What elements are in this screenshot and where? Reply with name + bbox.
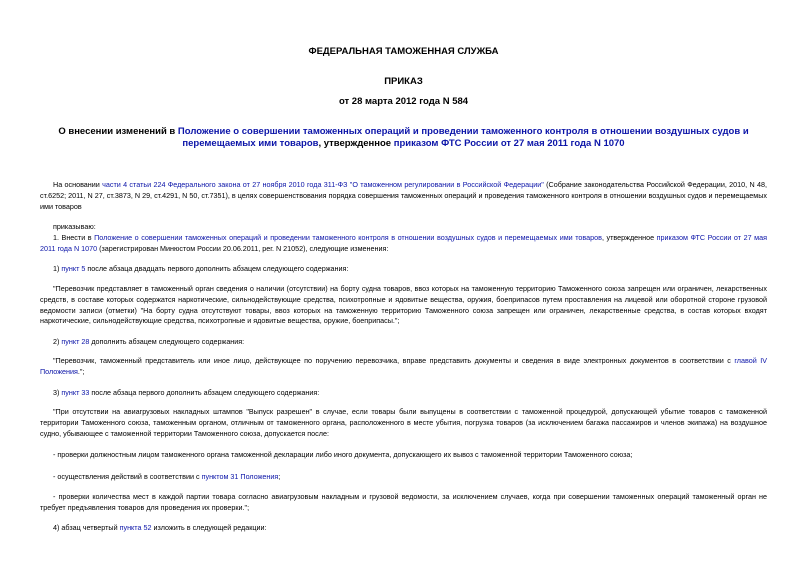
intro-paragraph <box>40 180 767 212</box>
item1-text-2: , утвержденное <box>601 233 657 242</box>
sub4-link-punkt-52[interactable]: пункта 52 <box>119 523 152 532</box>
quote-1: "Перевозчик представляет в таможенный орган сведения о наличии (отсутствии) на борту судна товаров, ввоз которых на таможенную территорию Таможенного союза запрещен или ограничен, лекарственных средств, в составе которых содержатся наркотические, сильнодействующие средства, психотропные и ядовитые вещества, оружия, боеприпасов путем проставления на лицевой или оборотной стороне грузовой ведомости записи (отметки) "На борту судна отсутствуют товары, ввоз которых на таможенную территорию Таможенного союза запрещен или ограничен, лекарственные средства, в состав которых входят наркотические, сильнодействующие средства, психотропные и ядовитые вещества, оружие, боеприпасы."; <box>40 284 767 326</box>
item1-text-1: 1. Внести в <box>53 233 95 242</box>
sub4-text-1: 4) абзац четвертый <box>53 523 120 532</box>
sub3-text-2: после абзаца первого дополнить абзацем следующего содержания: <box>89 388 320 397</box>
quote-2 <box>40 356 767 378</box>
bullet2-text-2: ; <box>278 472 281 481</box>
sub3-text-1: 3) <box>53 388 62 397</box>
sub3-link-punkt-33[interactable]: пункт 33 <box>61 388 90 397</box>
bullet2-text-1: - осуществления действий в соответствии с <box>53 472 202 481</box>
quote2-text-1: "Перевозчик, таможенный представитель или иное лицо, действующее по поручению перевозчика, вправе представить документы и сведения в виде электронных документов в соответствии с <box>53 356 735 365</box>
item1-link-regulation[interactable]: Положение о совершении таможенных операций и проведении таможенного контроля в отношении воздушных судов и перемещаемых ими товаров <box>94 233 602 242</box>
quote-3: "При отсутствии на авиагрузовых накладных штампов "Выпуск разрешен" в случае, если товары были выпущены в соответствии с таможенной процедурой, допускающей убытие товаров с таможенной территории Таможенного союза, таможенным органом, отличным от таможенного органа, расположенного в месте убытия, погрузка товаров (за исключением багажа пассажиров и членов экипажа) на воздушное судно, убывающее с таможенной территории Таможенного союза, допускается после: <box>40 407 767 438</box>
sub2-text-2: дополнить абзацем следующего содержания: <box>89 337 245 346</box>
sub2-link-punkt-28[interactable]: пункт 28 <box>61 337 90 346</box>
intro-text-2: (Собрание законодательства Российской Федерации, 2010, N 48, ст.6252; 2011, N 27, ст.3873, N 29, ст.4291, N 50, ст.7351), в целях совершенствования порядка совершения таможенных операций и проведения таможенного контроля в отношении воздушных судов и перемещаемых ими товаров <box>40 180 767 211</box>
title-link-order-1070[interactable]: приказом ФТС России от 27 мая 2011 года N 1070 <box>393 138 625 149</box>
sub-item-1 <box>40 264 767 275</box>
sub-item-4 <box>40 523 767 534</box>
bullet2-link-punkt-31[interactable]: пунктом 31 Положения <box>201 472 279 481</box>
title-link-regulation[interactable]: Положение о совершении таможенных операций и проведении таможенного контроля в отношении воздушных судов и перемещаемых ими товаров <box>177 126 749 149</box>
title-mid: , утвержденное <box>318 138 394 149</box>
sub-item-3 <box>40 388 767 399</box>
item1-link-order-1070[interactable]: приказом ФТС России от 27 мая 2011 года N 1070 <box>40 233 767 253</box>
sub2-text-1: 2) <box>53 337 62 346</box>
intro-text-1: На основании <box>53 180 103 189</box>
quote2-link-chapter-4[interactable]: главой IV Положения <box>40 356 767 376</box>
sub1-link-punkt-5[interactable]: пункт 5 <box>61 264 86 273</box>
item-1-paragraph <box>40 233 767 255</box>
sub-item-2 <box>40 337 767 348</box>
header-date-number: от 28 марта 2012 года N 584 <box>338 96 469 107</box>
item1-text-3: (зарегистрирован Минюстом России 20.06.2011, рег. N 21052), следующие изменения: <box>97 243 389 253</box>
title-prefix: О внесении изменений в <box>58 126 178 137</box>
order-word: приказываю: <box>53 222 96 231</box>
sub4-text-2: изложить в следующей редакции: <box>151 523 267 532</box>
sub1-text-2: после абзаца двадцать первого дополнить абзацем следующего содержания: <box>85 264 349 273</box>
quote2-text-2: ."; <box>77 366 85 376</box>
bullet-3: - проверки количества мест в каждой партии товара согласно авиагрузовым накладным и грузовой ведомости, за исключением случаев, когда при совершении таможенных операций таможенный орган не требует предъявления товаров для проведения их проверки."; <box>40 492 767 512</box>
header-org: ФЕДЕРАЛЬНАЯ ТАМОЖЕННАЯ СЛУЖБА <box>308 46 499 57</box>
document-title <box>40 126 767 150</box>
bullet-1: - проверки должностным лицом таможенного органа таможенной декларации либо иного документа, допускающего их вывоз с таможенной территории Таможенного союза; <box>53 450 633 459</box>
bullet-2 <box>40 472 767 483</box>
sub1-text-1: 1) <box>53 264 62 273</box>
intro-link-law-311fz[interactable]: части 4 статьи 224 Федерального закона от 27 ноября 2010 года 311-ФЗ "О таможенном регулировании в Российской Федерации" <box>102 180 544 189</box>
header-doc-type: ПРИКАЗ <box>384 76 423 87</box>
